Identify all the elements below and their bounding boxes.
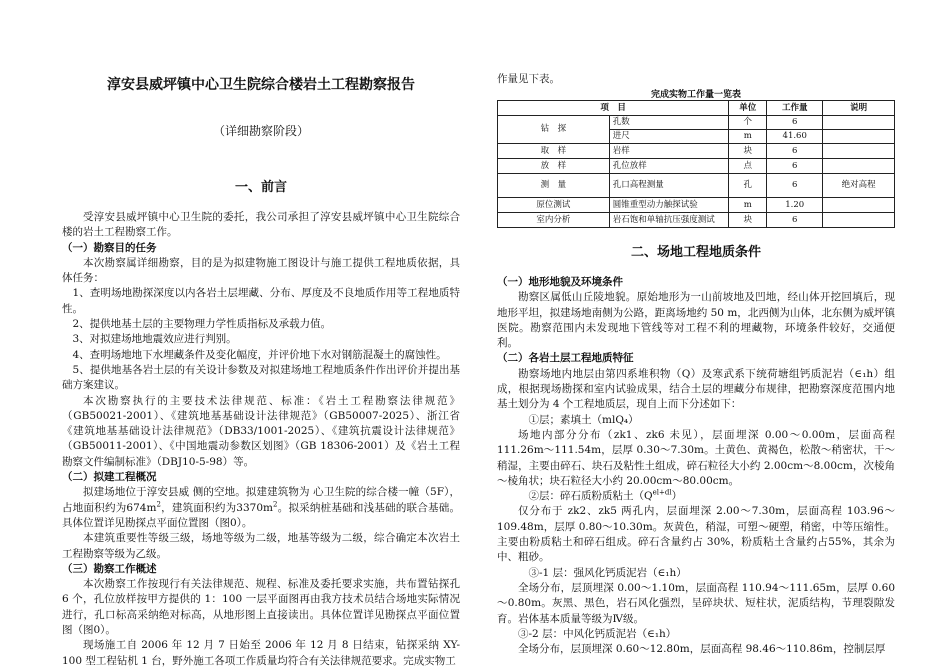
table-cell-item: 进尺 [609,130,729,144]
table-cell-item: 孔口高程测量 [609,174,729,198]
subsection-heading: （一）地形地貌及环境条件 [497,276,623,288]
table-cell-unit: 块 [729,213,767,228]
table-cell-group: 取 样 [498,144,610,159]
subsection-heading: （二）拟建工程概况 [62,471,157,484]
paragraph: 本次勘察工作按现行有关法律规范、规程、标准及委托要求实施，共布置钻探孔 6 个，孔位放样按甲方提供的 1：100 一层平面图再由我方技术员结合场地实际情况进行，孔口标高采纳绝对标高，从地形图上直接读出。具体位置详见勘探点平面位置图（图0）。 [62,578,460,637]
layer-heading: ③-1 层：强风化钙质泥岩（∈₁h） [528,566,687,579]
report-subtitle: （详细勘察阶段） [212,124,309,138]
table-cell-unit: 孔 [729,174,767,198]
table-cell-item: 孔位放样 [609,159,729,174]
left-body [62,210,460,669]
table-row [498,159,895,174]
table-cell-item: 岩石饱和单轴抗压强度测试 [609,213,729,228]
table-cell-qty: 41.60 [767,130,823,144]
report-title: 淳安县威坪镇中心卫生院综合楼岩土工程勘察报告 [107,77,415,93]
section-heading-preface: 一、前言 [234,180,287,195]
paragraph: 勘察场地内地层由第四系堆积物（Q）及寒武系下统荷塘组钙质泥岩（∈₁h）组成，根据现场勘探和室内试验成果，结合土层的埋藏分布规律，把勘察深度范围内地基土划分为 4 个工程地质层，现自上而下分述如下： [497,367,895,411]
table-header-row [498,101,895,116]
table-cell-unit: m [729,130,767,144]
table-row [498,198,895,213]
table-cell-note: 绝对高程 [823,174,895,198]
table-cell-group: 室内分析 [498,213,610,228]
table-cell-qty: 6 [767,159,823,174]
paragraph: 本建筑重要性等级三级，场地等级为二级，地基等级为二级，综合确定本次岩土工程勘察等级为乙级。 [62,532,460,560]
table-row [498,213,895,228]
table-cell-note [823,159,895,174]
table-cell-qty: 6 [767,144,823,159]
table-cell-unit: 个 [729,116,767,130]
table-cell-unit: 点 [729,159,767,174]
paragraph: 拟建场地位于淳安县威 侧的空地。拟建建筑物为 心卫生院的综合楼一幢（5F），占地面积约为$674m^2$，建筑面积约为$3370m^2$。拟采纳桩基础和浅基础的联合基础。具体位置详见勘探点平面位置图（图0）。 [62,486,461,529]
table-cell-note [823,116,895,130]
table-cell-item: 岩样 [609,144,729,159]
paragraph: 现场施工自 2006 年 12 月 7 日始至 2006 年 12 月 8 日结束，钻探采纳 XY-100 型工程钻机 1 台，野外施工各项工作质量均符合有关法律规范要求。完成实物工 [62,639,460,667]
subsection-heading: （二）各岩土层工程地质特征 [497,352,634,365]
header-item: 项 目 [498,101,729,116]
table-cell-note [823,198,895,213]
paragraph: 勘察区属低山丘陵地貌。原始地形为一山前坡地及凹地，经山体开挖回填后，现地形平坦，拟建场地南侧为公路，距离场地约 50 m，北西侧为山体，北东侧为威坪镇医院。勘察范围内未发现地下管线等对工程不利的埋藏物，环境条件较好，交通便利。 [497,291,895,350]
table-cell-note [823,213,895,228]
table-cell-qty: 6 [767,174,823,198]
workload-table [497,100,895,228]
layer-heading: ③-2 层：中风化钙质泥岩（∈₁h） [518,627,677,640]
section-heading-site-conditions: 二、场地工程地质条件 [630,245,761,260]
table-cell-note [823,144,895,159]
task-item: 3、对拟建场地地震效应进行判别。 [72,333,237,346]
table-cell-item: 孔数 [609,116,729,130]
table-cell-qty: 6 [767,213,823,228]
table-cell-unit: 块 [729,144,767,159]
paragraph: 仅分布于 zk2、zk5 两孔内，层面埋深 2.00～7.30m，层面高程 103.96～109.48m，层厚 0.80～10.30m。灰黄色，稍湿，可塑～硬塑，稍密，中等压缩性。主要由粉质粘土和碎石组成。碎石含量约占 30%，粉质粘土含量约占55%，其余为中、粗砂。 [497,505,895,564]
task-item: 5、提供地基各岩土层的有关设计参数及对拟建场地工程地质条件作出评价并提出基础方案建议。 [62,363,460,392]
table-row [498,116,895,130]
table-cell-note [823,130,895,144]
right-body [497,275,895,657]
header-unit: 单位 [729,101,767,116]
task-item: 1、查明场地勘探深度以内各岩土层埋藏、分布、厚度及不良地质作用等工程地质特性。 [62,287,460,315]
layer-heading: ②层：碎石质粉质粘土$(Q^{el+dl})$ [528,488,683,503]
table-cell-item: 圆锥重型动力触探试验 [609,198,729,213]
table-cell-group: 原位测试 [498,198,610,213]
table-cell-group: 放 样 [498,159,610,174]
paragraph: 全场分布，层顶埋深 0.00～1.10m，层面高程 110.94～111.65m，层厚 0.60～0.80m。灰黑、黑色，岩石风化强烈，呈碎块状、短柱状，泥质结构，节理裂隙发育。岩体基本质量等级为Ⅳ级。 [497,581,895,625]
paragraph: 本次勘察执行的主要技术法律规范、标准：《岩土工程勘察法律规范》（GB50021-2001）、《建筑地基基础设计法律规范》（GB50007-2025）、浙江省《建筑地基基础设计法律规范》（DB33/1001-2025）、《建筑抗震设计法律规范》（GB50011-2001）、《中国地震动参数区划图》（GB 18306-2001）及《岩土工程勘察文件编制标准》（DBJ10-5-98）等。 [62,394,460,468]
paragraph: 场地内部分分布（zk1、zk6 未见），层面埋深 0.00～0.00m，层面高程111.26m～111.54m，层厚 0.30～7.30m。土黄色、黄褐色，松散～稍密状，干～稍湿，主要由碎石、块石及粘性土组成，碎石粒径大小约 2.00cm～8.00cm，次棱角～棱角状；块石粒径大小约 20.00cm～80.00cm。 [497,428,895,487]
table-row [498,144,895,159]
paragraph: 受淳安县威坪镇中心卫生院的委托，我公司承担了淳安县威坪镇中心卫生院综合楼的岩土工程勘察工作。 [62,211,460,239]
layer-heading: ①层；素填土（mlQ₄） [528,413,639,426]
paragraph: 本次勘察属详细勘察，目的是为拟建物施工图设计与施工提供工程地质依据，具体任务： [62,256,460,285]
table-cell-group: 测 量 [498,174,610,198]
table-cell-unit: m [729,198,767,213]
task-item: 4、查明场地地下水埋藏条件及变化幅度，并评价地下水对钢筋混凝土的腐蚀性。 [72,348,447,361]
paragraph: 全场分布，层顶埋深 0.60～12.80m，层面高程 98.46～110.86m，控制层厚 [518,643,886,656]
subsection-heading: （一）勘察目的任务 [62,241,157,254]
table-title: 完成实物工作量一览表 [650,90,741,100]
subsection-heading: （三）勘察工作概述 [62,562,157,575]
table-cell-qty: 6 [767,116,823,130]
table-cell-group: 钻 探 [498,116,610,144]
header-qty: 工作量 [767,101,823,116]
table-row [498,174,895,198]
paragraph: 作量见下表。 [497,73,560,85]
task-item: 2、提供地基土层的主要物理力学性质指标及承载力值。 [72,318,332,331]
table-cell-qty: 1.20 [767,198,823,213]
header-note: 说明 [823,101,895,116]
